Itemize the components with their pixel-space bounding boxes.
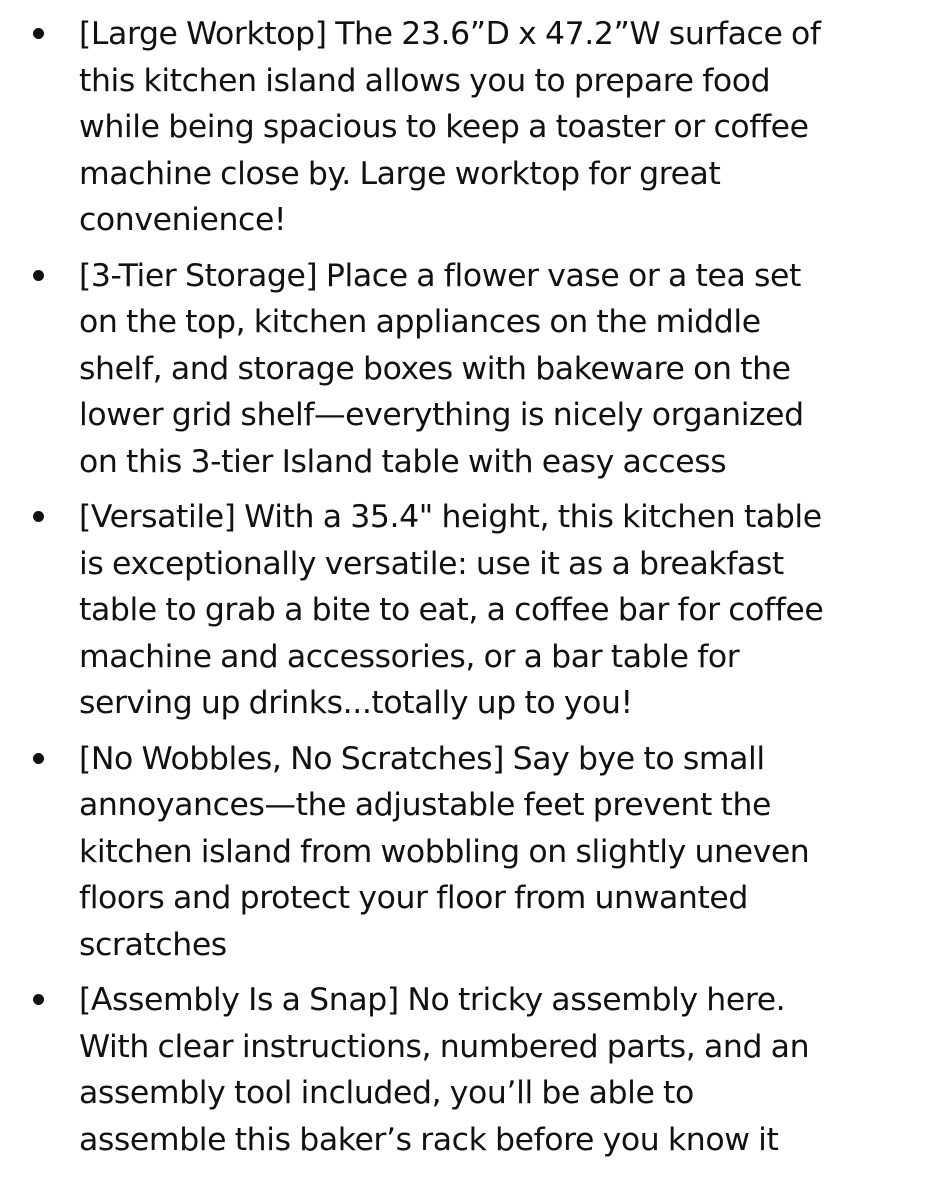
bullet-icon <box>33 270 44 281</box>
feature-line: serving up drinks...totally up to you! <box>79 685 633 721</box>
feature-line: shelf, and storage boxes with bakeware on the <box>79 350 791 387</box>
feature-line: convenience! <box>79 202 287 238</box>
feature-line: this kitchen island allows you to prepare food <box>79 62 771 99</box>
feature-line: [Versatile] With a 35.4" height, this kitchen table <box>79 499 822 535</box>
bullet-icon <box>33 753 44 764</box>
feature-line: assemble this baker’s rack before you know it <box>79 1121 779 1158</box>
bullet-icon <box>33 511 44 522</box>
feature-line: table to grab a bite to eat, a coffee bar for coffee <box>79 592 824 628</box>
feature-item-no-wobbles <box>0 736 925 969</box>
feature-line: [3-Tier Storage] Place a flower vase or a tea set <box>79 257 801 294</box>
feature-text-versatile <box>79 494 885 727</box>
feature-text-3-tier-storage <box>79 253 885 486</box>
feature-line: machine close by. Large worktop for great <box>79 155 721 192</box>
feature-line: is exceptionally versatile: use it as a breakfast <box>79 545 784 582</box>
feature-line: kitchen island from wobbling on slightly uneven <box>79 833 810 870</box>
feature-line: floors and protect your floor from unwanted <box>79 880 748 916</box>
feature-line: on the top, kitchen appliances on the middle <box>79 304 761 340</box>
feature-line: machine and accessories, or a bar table for <box>79 638 740 675</box>
feature-line: on this 3-tier Island table with easy access <box>79 443 727 480</box>
feature-text-no-wobbles <box>79 736 885 969</box>
feature-line: scratches <box>79 926 227 963</box>
bullet-icon <box>33 994 44 1005</box>
feature-line: while being spacious to keep a toaster or coffee <box>79 109 809 145</box>
feature-line: [Large Worktop] The 23.6”D x 47.2”W surface of <box>79 16 821 52</box>
feature-bullet-list <box>0 11 925 1172</box>
bullet-icon <box>33 28 44 39</box>
feature-item-large-worktop <box>0 11 925 244</box>
feature-text-large-worktop <box>79 11 885 244</box>
feature-item-3-tier-storage <box>0 253 925 486</box>
feature-line: [No Wobbles, No Scratches] Say bye to small <box>79 740 765 777</box>
feature-text-assembly <box>79 977 885 1163</box>
feature-item-assembly <box>0 977 925 1163</box>
feature-line: annoyances—the adjustable feet prevent the <box>79 787 772 823</box>
feature-line: [Assembly Is a Snap] No tricky assembly here. <box>79 982 786 1018</box>
feature-line: assembly tool included, you’ll be able to <box>79 1075 694 1111</box>
feature-line: With clear instructions, numbered parts, and an <box>79 1028 810 1065</box>
feature-line: lower grid shelf—everything is nicely organized <box>79 397 804 433</box>
feature-item-versatile <box>0 494 925 727</box>
